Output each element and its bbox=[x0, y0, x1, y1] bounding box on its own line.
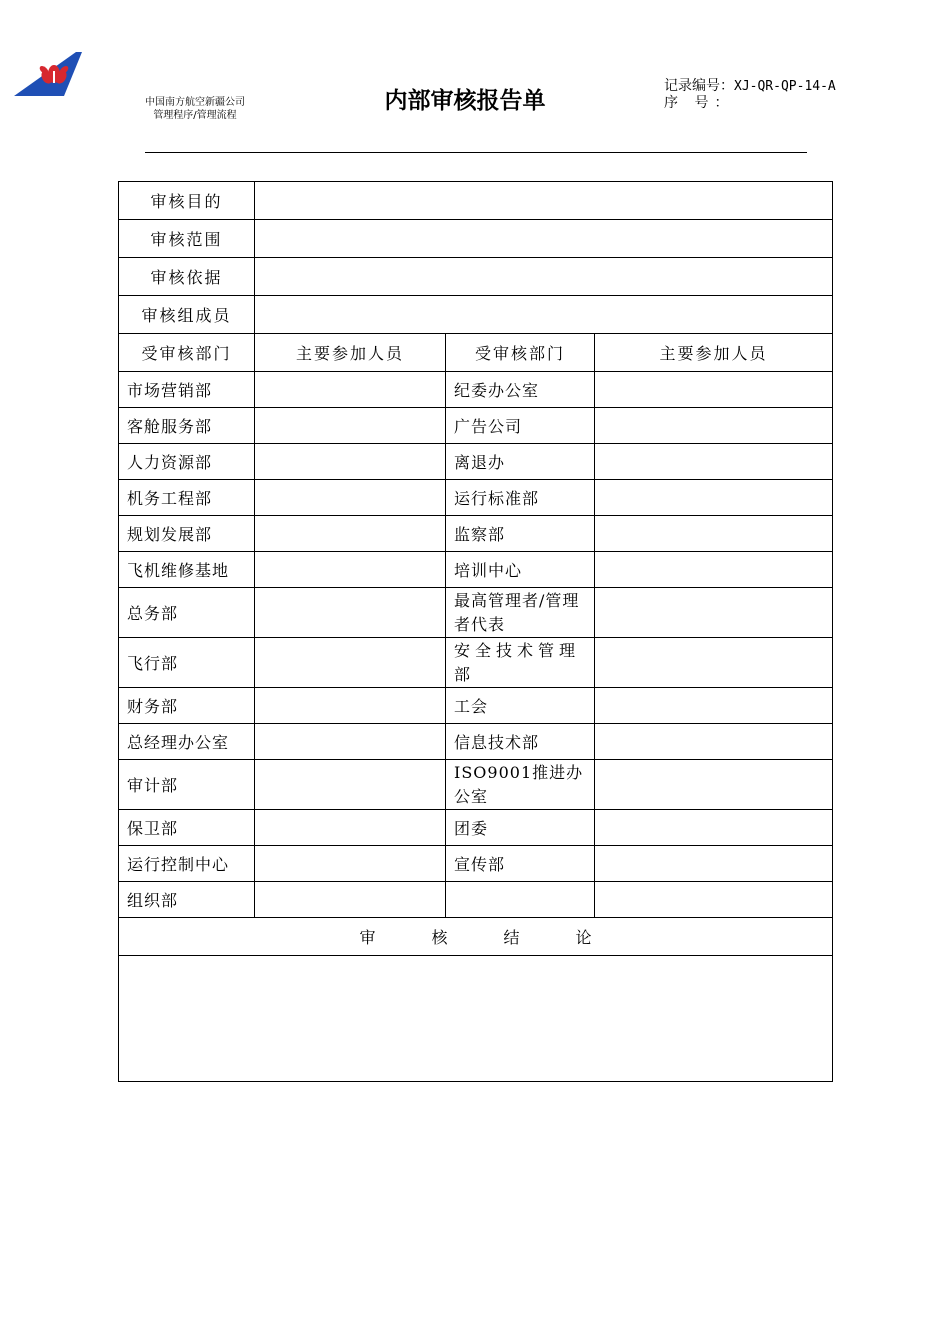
info-value-field[interactable] bbox=[255, 296, 833, 334]
dept-name: 机务工程部 bbox=[119, 480, 255, 516]
dept-name: 总务部 bbox=[119, 588, 255, 638]
dept-name: 运行标准部 bbox=[446, 480, 595, 516]
participants-field[interactable] bbox=[255, 810, 446, 846]
table-row bbox=[119, 810, 833, 846]
table-row bbox=[119, 760, 833, 810]
page-title: 内部审核报告单 bbox=[384, 88, 546, 114]
company-line-2: 管理程序/管理流程 bbox=[153, 110, 237, 121]
dept-name: 纪委办公室 bbox=[446, 372, 595, 408]
dept-name: 安全技术管理部 bbox=[446, 638, 595, 688]
info-label: 审核范围 bbox=[119, 220, 255, 258]
column-header: 主要参加人员 bbox=[595, 334, 833, 372]
column-header: 受审核部门 bbox=[119, 334, 255, 372]
info-row-scope bbox=[119, 220, 833, 258]
conclusion-char: 核 bbox=[431, 928, 448, 947]
participants-field[interactable] bbox=[255, 760, 446, 810]
table-row bbox=[119, 638, 833, 688]
dept-name: 信息技术部 bbox=[446, 724, 595, 760]
dept-name bbox=[446, 882, 595, 918]
table-row bbox=[119, 444, 833, 480]
dept-name: 组织部 bbox=[119, 882, 255, 918]
participants-field[interactable] bbox=[595, 552, 833, 588]
column-header: 主要参加人员 bbox=[255, 334, 446, 372]
conclusion-heading bbox=[119, 918, 833, 956]
participants-field[interactable] bbox=[595, 444, 833, 480]
info-row-purpose bbox=[119, 182, 833, 220]
table-row bbox=[119, 846, 833, 882]
dept-name: 培训中心 bbox=[446, 552, 595, 588]
dept-name: 团委 bbox=[446, 810, 595, 846]
table-row bbox=[119, 480, 833, 516]
info-value-field[interactable] bbox=[255, 182, 833, 220]
dept-name: 人力资源部 bbox=[119, 444, 255, 480]
conclusion-body-row bbox=[119, 956, 833, 1082]
company-name bbox=[120, 96, 270, 122]
record-number-value: XJ-QR-QP-14-A bbox=[734, 79, 836, 94]
dept-name: 宣传部 bbox=[446, 846, 595, 882]
conclusion-header-row bbox=[119, 918, 833, 956]
participants-field[interactable] bbox=[255, 516, 446, 552]
dept-name: 工会 bbox=[446, 688, 595, 724]
participants-field[interactable] bbox=[595, 846, 833, 882]
table-row bbox=[119, 408, 833, 444]
participants-field[interactable] bbox=[595, 882, 833, 918]
participants-field[interactable] bbox=[595, 724, 833, 760]
dept-name: 市场营销部 bbox=[119, 372, 255, 408]
participants-field[interactable] bbox=[255, 724, 446, 760]
participants-field[interactable] bbox=[595, 372, 833, 408]
record-number bbox=[664, 78, 836, 95]
dept-name: 飞行部 bbox=[119, 638, 255, 688]
conclusion-char: 结 bbox=[503, 928, 520, 947]
dept-name: 保卫部 bbox=[119, 810, 255, 846]
info-value-field[interactable] bbox=[255, 220, 833, 258]
dept-name: 财务部 bbox=[119, 688, 255, 724]
participants-field[interactable] bbox=[595, 760, 833, 810]
table-row bbox=[119, 516, 833, 552]
column-header-row bbox=[119, 334, 833, 372]
participants-field[interactable] bbox=[255, 882, 446, 918]
table-row bbox=[119, 882, 833, 918]
participants-field[interactable] bbox=[595, 408, 833, 444]
dept-name: 运行控制中心 bbox=[119, 846, 255, 882]
participants-field[interactable] bbox=[255, 688, 446, 724]
dept-name: ISO9001推进办公室 bbox=[446, 760, 595, 810]
audit-report-table bbox=[118, 181, 833, 1082]
dept-name: 总经理办公室 bbox=[119, 724, 255, 760]
participants-field[interactable] bbox=[595, 688, 833, 724]
record-number-label: 记录编号： bbox=[664, 78, 734, 94]
info-row-members bbox=[119, 296, 833, 334]
dept-name: 监察部 bbox=[446, 516, 595, 552]
participants-field[interactable] bbox=[255, 588, 446, 638]
participants-field[interactable] bbox=[255, 408, 446, 444]
dept-name: 审计部 bbox=[119, 760, 255, 810]
participants-field[interactable] bbox=[255, 372, 446, 408]
dept-name: 最高管理者/管理者代表 bbox=[446, 588, 595, 638]
dept-name: 规划发展部 bbox=[119, 516, 255, 552]
participants-field[interactable] bbox=[595, 480, 833, 516]
table-row bbox=[119, 724, 833, 760]
info-value-field[interactable] bbox=[255, 258, 833, 296]
column-header: 受审核部门 bbox=[446, 334, 595, 372]
participants-field[interactable] bbox=[255, 480, 446, 516]
participants-field[interactable] bbox=[255, 552, 446, 588]
info-label: 审核组成员 bbox=[119, 296, 255, 334]
participants-field[interactable] bbox=[255, 846, 446, 882]
dept-name: 广告公司 bbox=[446, 408, 595, 444]
dept-name: 客舱服务部 bbox=[119, 408, 255, 444]
conclusion-field[interactable] bbox=[119, 956, 833, 1082]
participants-field[interactable] bbox=[595, 638, 833, 688]
sequence-number: 序 号： bbox=[664, 95, 735, 111]
conclusion-char: 审 bbox=[359, 928, 376, 947]
participants-field[interactable] bbox=[595, 588, 833, 638]
table-row bbox=[119, 552, 833, 588]
info-row-basis bbox=[119, 258, 833, 296]
table-row bbox=[119, 688, 833, 724]
info-label: 审核依据 bbox=[119, 258, 255, 296]
dept-name: 离退办 bbox=[446, 444, 595, 480]
table-row bbox=[119, 372, 833, 408]
participants-field[interactable] bbox=[595, 516, 833, 552]
participants-field[interactable] bbox=[595, 810, 833, 846]
airline-logo-icon bbox=[14, 52, 82, 98]
participants-field[interactable] bbox=[255, 444, 446, 480]
info-label: 审核目的 bbox=[119, 182, 255, 220]
table-row bbox=[119, 588, 833, 638]
dept-name: 飞机维修基地 bbox=[119, 552, 255, 588]
participants-field[interactable] bbox=[255, 638, 446, 688]
conclusion-char: 论 bbox=[575, 928, 592, 947]
header-divider bbox=[145, 152, 807, 153]
company-line-1: 中国南方航空新疆公司 bbox=[145, 97, 245, 108]
